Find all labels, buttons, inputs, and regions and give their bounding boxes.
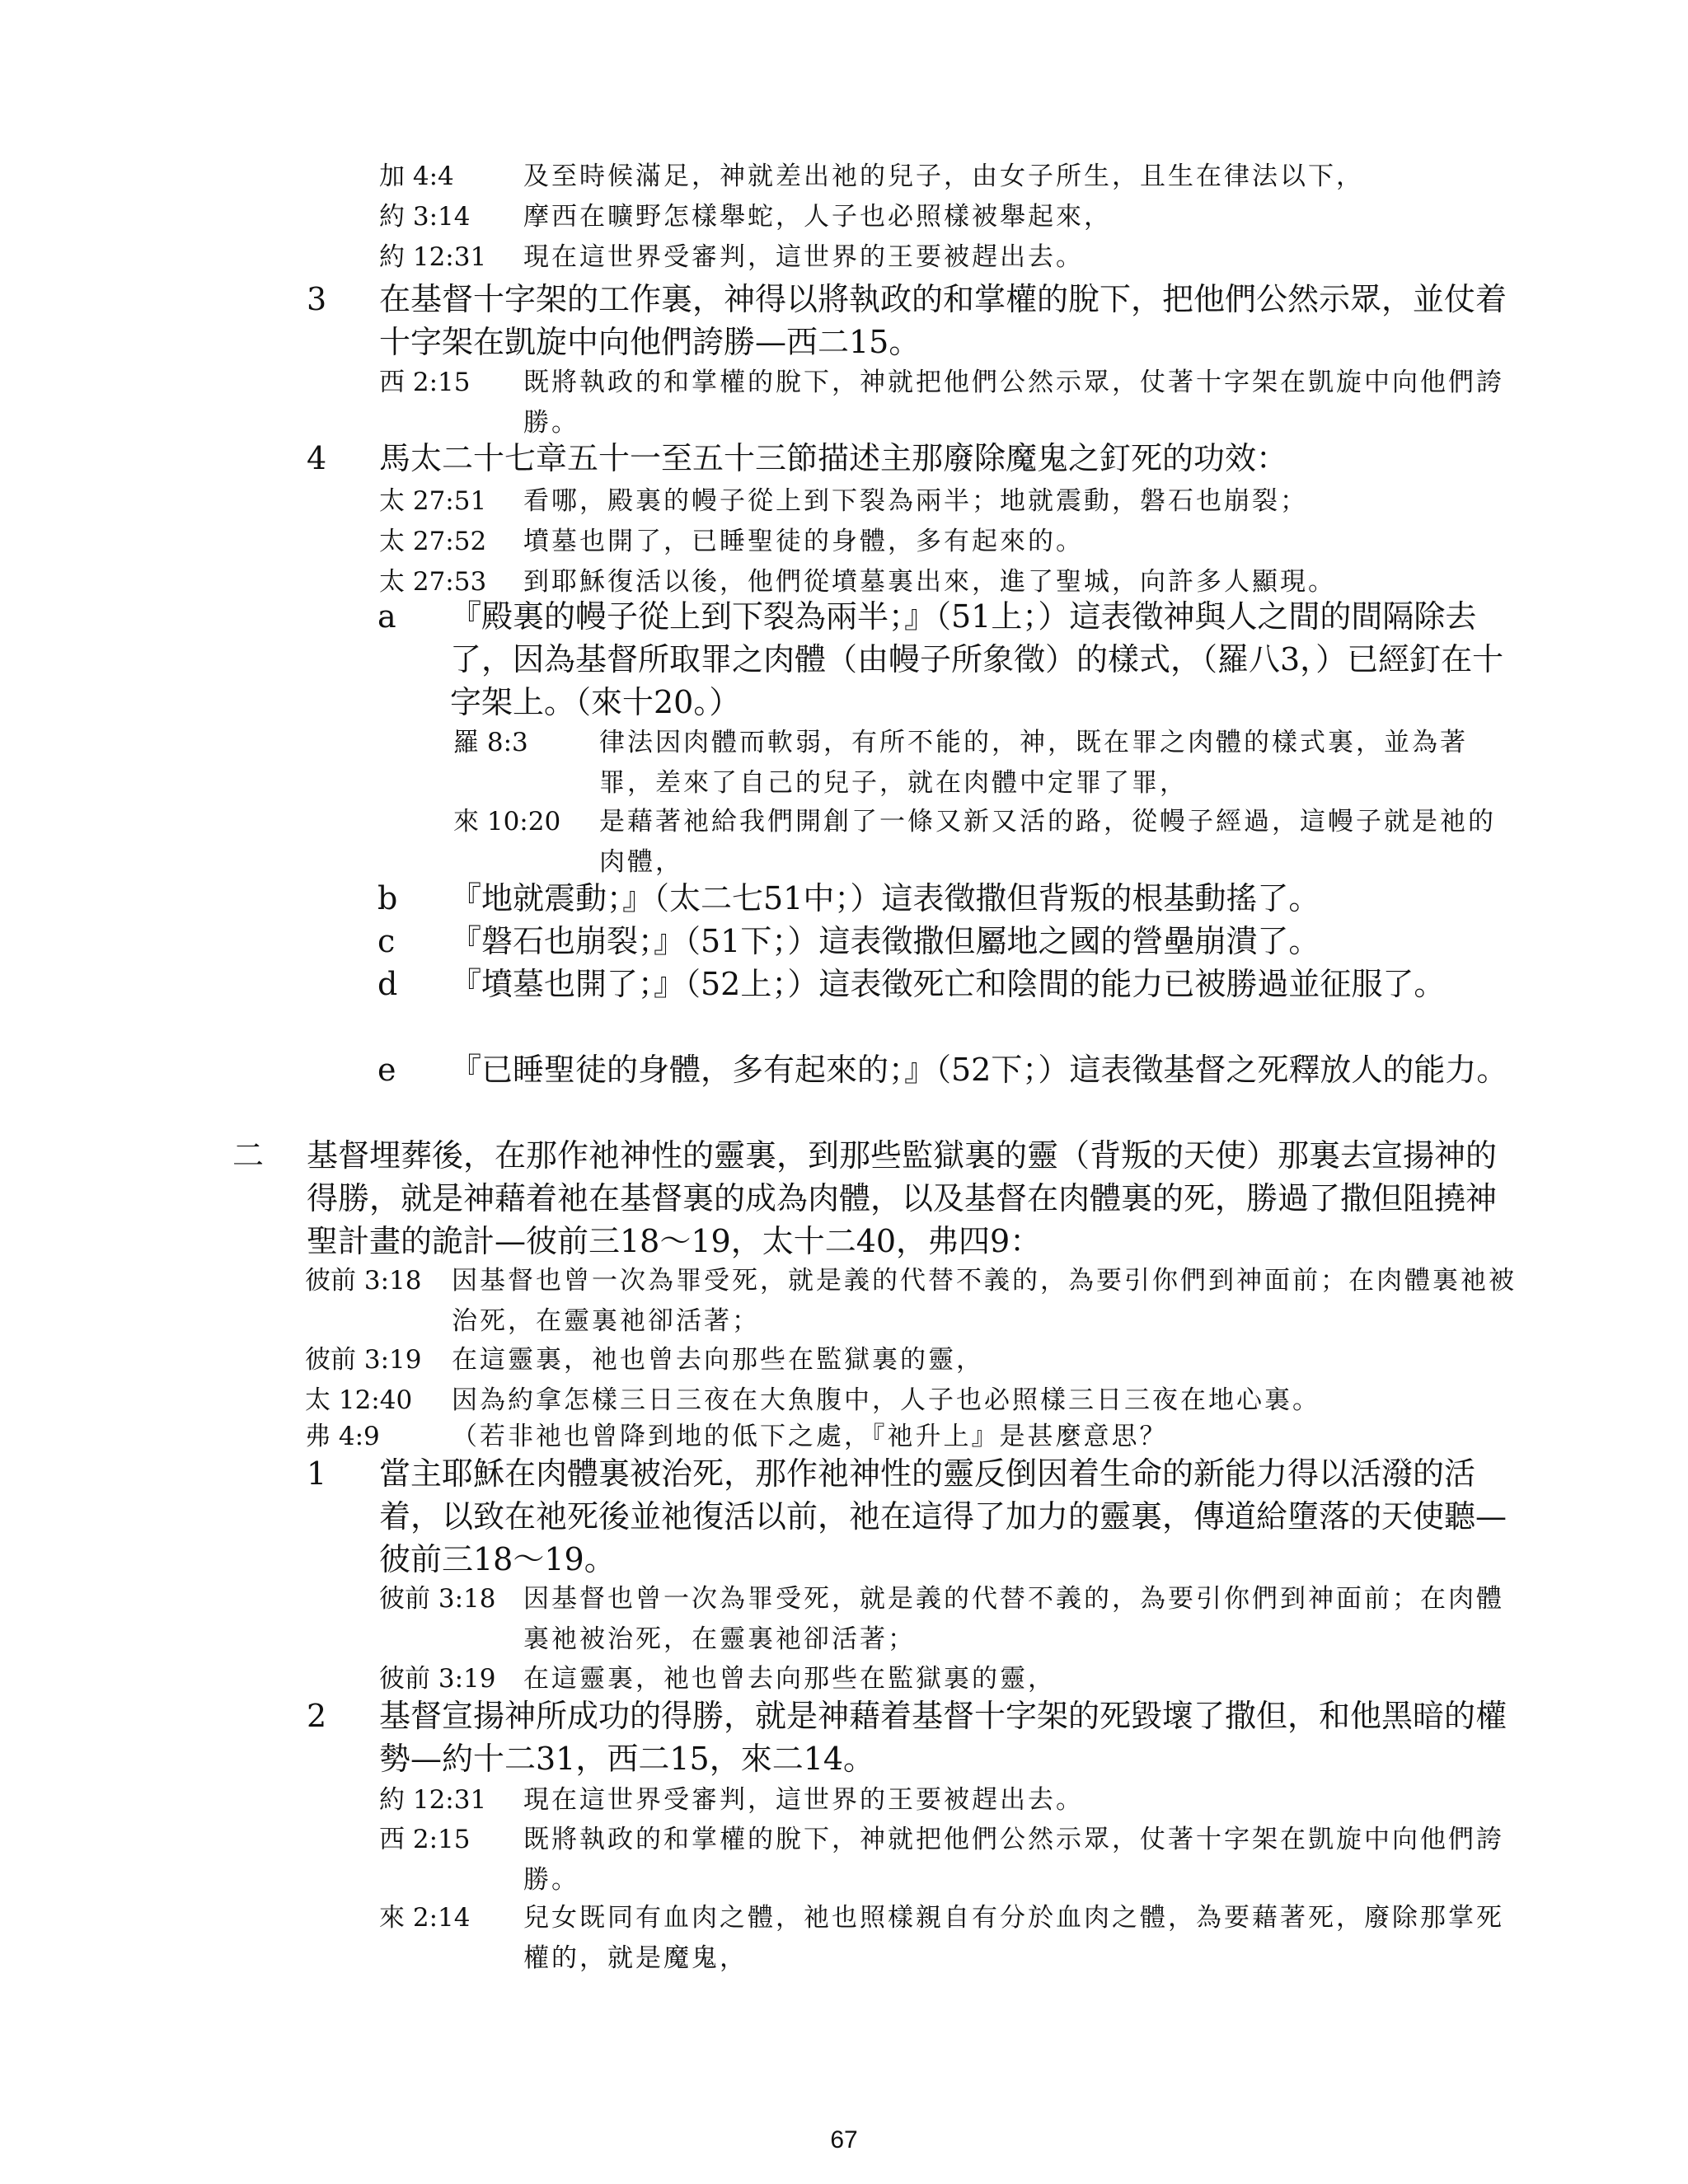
- outline-text: 基督宣揚神所成功的得勝，就是神藉着基督十字架的死毀壞了撒但，和他黑暗的權勢—約十二31，西二15，來二14。: [379, 1698, 1507, 1777]
- verse-ref: 羅 8:3: [453, 728, 528, 757]
- verse-ref: 來 10:20: [453, 807, 561, 837]
- verse-text: 及至時候滿足，神就差出祂的兒子，由女子所生，且生在律法以下，: [523, 162, 1364, 191]
- verse-ref: 弗 4:9: [305, 1422, 380, 1451]
- verse-ref: 彼前 3:18: [305, 1266, 422, 1296]
- verse-ref: 太 27:53: [379, 567, 487, 597]
- verse-text: 現在這世界受審判，這世界的王要被趕出去。: [523, 1785, 1084, 1815]
- verse-ref: 彼前 3:18: [379, 1584, 496, 1614]
- verse-ref: 約 3:14: [379, 202, 471, 232]
- outline-text: 在基督十字架的工作裏，神得以將執政的和掌權的脫下，把他們公然示眾，並仗着十字架在凱旋中向他們誇勝—西二15。: [379, 281, 1507, 360]
- verse-ref: 約 12:31: [379, 242, 487, 272]
- outline-label: 二: [232, 1137, 265, 1174]
- verse-text: 因為約拿怎樣三日三夜在大魚腹中，人子也必照樣三日三夜在地心裏。: [452, 1385, 1320, 1415]
- verse-ref: 西 2:15: [379, 1825, 471, 1854]
- outline-text: 當主耶穌在肉體裏被治死，那作祂神性的靈反倒因着生命的新能力得以活潑的活着，以致在祂死後並祂復活以前，祂在這得了加力的靈裏，傳道給墮落的天使聽—彼前三18～19。: [379, 1455, 1507, 1577]
- verse-text: 律法因肉體而軟弱，有所不能的，神，既在罪之肉體的樣式裏，並為著罪，差來了自己的兒子，就在肉體中定罪了罪，: [599, 728, 1468, 798]
- outline-label: 2: [307, 1698, 327, 1734]
- verse-text: 摩西在曠野怎樣舉蛇，人子也必照樣被舉起來，: [523, 202, 1112, 232]
- verse-text: 既將執政的和掌權的脫下，神就把他們公然示眾，仗著十字架在凱旋中向他們誇勝。: [523, 368, 1504, 438]
- verse-ref: 太 27:52: [379, 527, 487, 556]
- verse-ref: 加 4:4: [379, 162, 454, 191]
- verse-text: 既將執政的和掌權的脫下，神就把他們公然示眾，仗著十字架在凱旋中向他們誇勝。: [523, 1825, 1504, 1895]
- verse-text: 因基督也曾一次為罪受死，就是義的代替不義的，為要引你們到神面前；在肉體裏祂被治死，在靈裏祂卻活著；: [452, 1266, 1517, 1336]
- verse-text: 在這靈裏，祂也曾去向那些在監獄裏的靈，: [452, 1345, 984, 1375]
- outline-label: 4: [307, 440, 327, 476]
- outline-text: 『已睡聖徒的身體，多有起來的；』（52下；）這表徵基督之死釋放人的能力。: [450, 1052, 1508, 1088]
- outline-text: 『墳墓也開了；』（52上；）這表徵死亡和陰間的能力已被勝過並征服了。: [450, 966, 1446, 1002]
- outline-text: 『地就震動；』（太二七51中；）這表徵撒但背叛的根基動搖了。: [450, 880, 1320, 916]
- verse-ref: 太 27:51: [379, 486, 487, 516]
- verse-ref: 西 2:15: [379, 368, 471, 397]
- verse-text: 兒女既同有血肉之體，祂也照樣親自有分於血肉之體，為要藉著死，廢除那掌死權的，就是魔鬼，: [523, 1903, 1504, 1973]
- outline-label: b: [377, 880, 398, 916]
- page-number: 67: [830, 2126, 858, 2154]
- verse-text: 墳墓也開了，已睡聖徒的身體，多有起來的。: [523, 527, 1084, 556]
- verse-ref: 太 12:40: [305, 1385, 413, 1415]
- verse-text: 在這靈裏，祂也曾去向那些在監獄裏的靈，: [523, 1664, 1056, 1694]
- verse-ref: 彼前 3:19: [305, 1345, 422, 1375]
- outline-label: a: [377, 598, 396, 635]
- outline-label: 1: [307, 1455, 327, 1492]
- outline-text: 基督埋葬後，在那作祂神性的靈裏，到那些監獄裏的靈（背叛的天使）那裏去宣揚神的得勝，就是神藉着祂在基督裏的成為肉體，以及基督在肉體裏的死，勝過了撒但阻撓神聖計畫的詭計—彼前三18～19，太十二40，弗四9：: [307, 1137, 1498, 1259]
- outline-text: 『磐石也崩裂；』（51下；）這表徵撒但屬地之國的營壘崩潰了。: [450, 923, 1320, 959]
- verse-text: （若非祂也曾降到地的低下之處，『祂升上』是甚麼意思？: [452, 1422, 1168, 1451]
- verse-text: 因基督也曾一次為罪受死，就是義的代替不義的，為要引你們到神面前；在肉體裏祂被治死，在靈裏祂卻活著；: [523, 1584, 1504, 1654]
- outline-label: e: [377, 1052, 396, 1088]
- verse-text: 到耶穌復活以後，他們從墳墓裏出來，進了聖城，向許多人顯現。: [523, 567, 1336, 597]
- outline-label: 3: [307, 281, 327, 317]
- outline-label: c: [377, 923, 396, 959]
- verse-ref: 來 2:14: [379, 1903, 471, 1933]
- verse-ref: 彼前 3:19: [379, 1664, 496, 1694]
- outline-text: 『殿裏的幔子從上到下裂為兩半；』（51上；）這表徵神與人之間的間隔除去了，因為基督所取罪之肉體（由幔子所象徵）的樣式，（羅八3，）已經釘在十字架上。（來十20。）: [450, 598, 1504, 720]
- outline-text: 馬太二十七章五十一至五十三節描述主那廢除魔鬼之釘死的功效：: [379, 440, 1288, 476]
- verse-ref: 約 12:31: [379, 1785, 487, 1815]
- verse-text: 是藉著祂給我們開創了一條又新又活的路，從幔子經過，這幔子就是祂的肉體，: [599, 807, 1496, 877]
- verse-text: 現在這世界受審判，這世界的王要被趕出去。: [523, 242, 1084, 272]
- verse-text: 看哪，殿裏的幔子從上到下裂為兩半；地就震動，磐石也崩裂；: [523, 486, 1308, 516]
- outline-label: d: [377, 966, 398, 1002]
